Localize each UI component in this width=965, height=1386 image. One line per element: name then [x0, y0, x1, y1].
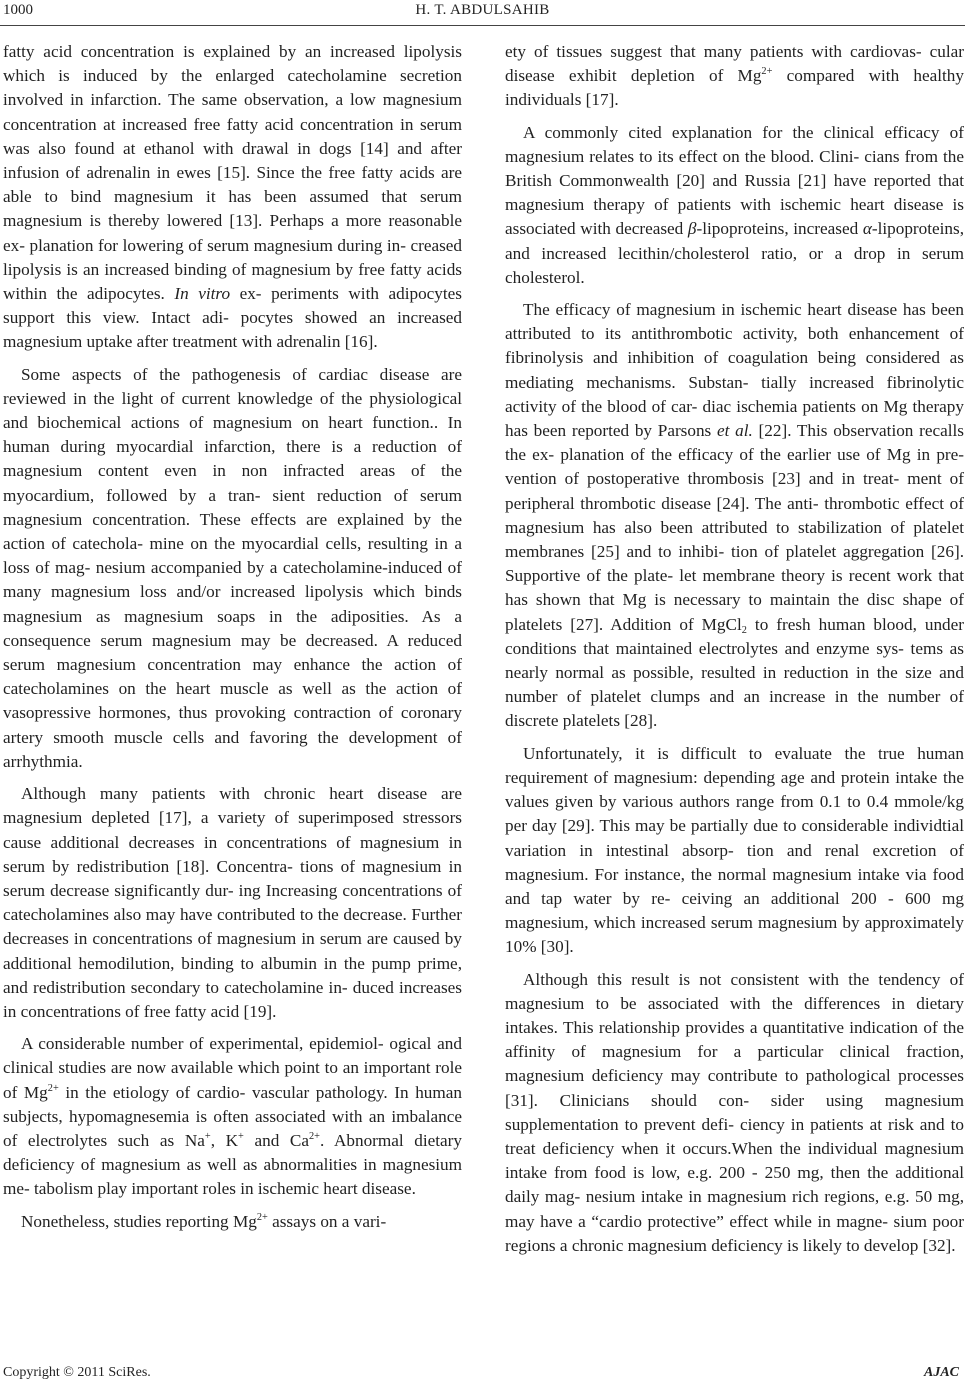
text-run: , K	[210, 1130, 239, 1150]
text-run: [22]. This observation recalls the ex- planation of the efficacy of the earlier use of Mg in pre- vention of postoperative thrombosis [23] and in treat- ment of peripheral thrombotic disease [24]. The anti- thrombotic effect of magnesium has also been attributed to stabilization of platelet membranes [25] and to inhibi- tion of platelet aggregation [26]. Supportive of the plate- let membrane theory is recent work that has shown that Mg is necessary to maintain the disc shape of platelets [27]. Addition of MgCl	[505, 421, 964, 634]
paragraph	[505, 40, 964, 113]
paragraph: Although many patients with chronic heart disease are magnesium depleted [17], a variety of superimposed stressors cause additional decreases in concentrations of magnesium in serum by redistribution [18]. Concentra- tions of magnesium in serum decrease significantly dur- ing Increasing concentrations of catecholamines also may have contributed to the decrease. Further decreases in concentrations of magnesium in serum are caused by additional hemodilution, binding to albumin in the pump prime, and redistribution secondary to catecholamine in- duced increases in concentrations of free fatty acid [19].	[3, 784, 462, 1021]
text-run: in the etiology of cardio- vascular pathology. In human subjects, hypomagnesemia is often associated with an imbalance of electrolytes such as Na	[3, 1082, 462, 1150]
text-run: and Ca	[243, 1130, 310, 1150]
text-run: Nonetheless, studies reporting Mg	[21, 1211, 257, 1231]
text-run: ety of tissues suggest that many patients with cardiovas- cular disease exhibit depletion of Mg	[505, 42, 964, 86]
superscript: 2+	[761, 65, 773, 77]
text-run: The efficacy of magnesium in ischemic heart disease has been attributed to its antithrombotic activity, both enhancement of fibrinolysis and inhibition of coagulation being considered as mediating mechanisms. Substan- tially increased fibrinolytic activity of the blood of car- diac ischemia patients on Mg therapy has been reported by Parsons	[505, 300, 964, 441]
text-run: -lipoproteins, increased	[696, 219, 863, 239]
italic-text: α	[862, 219, 872, 239]
text-run: to fresh human blood, under conditions that maintained electrolytes and enzyme sys- tems as nearly normal as possible, resulted in reduction in the size and number of platelet clumps and an increase in the number of discrete platelets [28].	[505, 614, 964, 731]
paragraph: Although this result is not consistent with the tendency of magnesium to be associated with the differences in dietary intakes. This relationship provides a quantitative indication of the affinity of magnesium for a particular clinical fraction, magnesium deficiency may contribute to pathological processes [31]. Clinicians should con- sider using magnesium supplementation to prevent defi- ciency in patients at risk and to treat deficiency when it occurs.When the individual magnesium intake from food is low, e.g. 200 - 250 mg, then the additional daily mag- nesium intake in magnesium rich regions, e.g. 50 mg, may have a “cardio protective” effect while in magne- sium poor regions a chronic magnesium deficiency is likely to develop [32].	[505, 969, 964, 1255]
journal-abbrev: AJAC	[923, 1365, 959, 1380]
superscript: +	[204, 1130, 211, 1142]
text-run: -lipoproteins, and increased lecithin/cholesterol ratio, or a drop in serum cholesterol.	[505, 219, 964, 287]
running-author: H. T. ABDULSAHIB	[415, 2, 550, 18]
superscript: 2+	[47, 1082, 59, 1094]
text-run: fatty acid concentration is explained by an increased lipolysis which is induced by the enlarged catecholamine secretion involved in infarction. The same observation, a low magnesium concentration at increased free fatty acid concentration in serum was also found at ethanol with drawal in dogs [14] and after infusion of adrenalin in ewes [15]. Since the free fatty acids are able to bind magnesium it has been assumed that serum magnesium is thereby lowered [13]. Perhaps a more reasonable ex- planation for lowering of serum magnesium during in- creased lipolysis is an increased binding of magnesium by free fatty acids within the adipocytes.	[3, 42, 462, 304]
page-number: 1000	[3, 2, 33, 18]
paragraph: Unfortunately, it is difficult to evaluate the true human requirement of magnesium: depending age and protein intake the values given by various authors range from 0.1 to 0.4 mmole/kg per day [29]. This may be partially due to considerable individtial variation in intestinal absorp- tion and renal excretion of magnesium. For instance, the normal magnesium intake via food and tap water by re- ceiving an additional 200 - 600 mg magnesium, which increased serum magnesium by approximately 10% [30].	[505, 743, 964, 957]
paragraph	[3, 1032, 462, 1201]
paragraph	[3, 40, 462, 355]
right-column	[505, 40, 964, 1266]
header-rule	[0, 25, 965, 26]
italic-text: β	[687, 219, 697, 239]
subscript: 2	[741, 624, 747, 636]
copyright-notice: Copyright © 2011 SciRes.	[3, 1365, 151, 1380]
text-run: A commonly cited explanation for the clinical efficacy of magnesium relates to its effect on the blood. Clini- cians from the British Commonwealth [20] and Russia [21] have reported that magnesium therapy of patients with ischemic heart disease is associated with decreased	[505, 122, 964, 239]
text-run: A considerable number of experimental, epidemiol- ogical and clinical studies are now available which point to an important role of Mg	[3, 1034, 462, 1102]
text-run: compared with healthy individuals [17].	[505, 66, 964, 110]
italic-text: In vitro	[174, 284, 231, 304]
running-header	[0, 0, 965, 24]
paragraph	[505, 121, 964, 290]
text-run: ex- periments with adipocytes support this view. Intact adi- pocytes showed an increased magnesium uptake after treatment with adrenalin [16].	[3, 284, 462, 352]
paragraph	[3, 1210, 462, 1234]
superscript: 2+	[309, 1130, 320, 1142]
text-run: . Abnormal dietary deficiency of magnesium as well as abnormalities in magnesium me- tabolism play important roles in ischemic heart disease.	[3, 1130, 462, 1199]
superscript: +	[238, 1130, 244, 1142]
paragraph: Some aspects of the pathogenesis of cardiac disease are reviewed in the light of current knowledge of the physiological and biochemical actions of magnesium on heart function.. In human during myocardial infarction, there is a reduction of magnesium content even in non infracted areas of the myocardium, followed by a tran- sient reduction of serum magnesium concentration. These effects are explained by the action of catechola- mine on the myocardial cells, resulting in a loss of mag- nesium accompanied by a catecholamine-induced of many magnesium loss and/or increased lipolysis which binds magnesium as magnesium soaps in the adiposities. As a consequence serum magnesium may be decreased. A reduced serum magnesium concentration may enhance the action of catecholamines on the heart muscle as well as the action of vasopressive hormones, thus provoking contraction of coronary artery smooth muscle cells and favoring the development of arrhythmia.	[3, 364, 462, 771]
paragraph	[505, 298, 964, 734]
text-run: assays on a vari-	[267, 1211, 387, 1231]
italic-text: et al.	[717, 421, 753, 441]
superscript: 2+	[256, 1211, 268, 1223]
left-column	[3, 40, 462, 1242]
